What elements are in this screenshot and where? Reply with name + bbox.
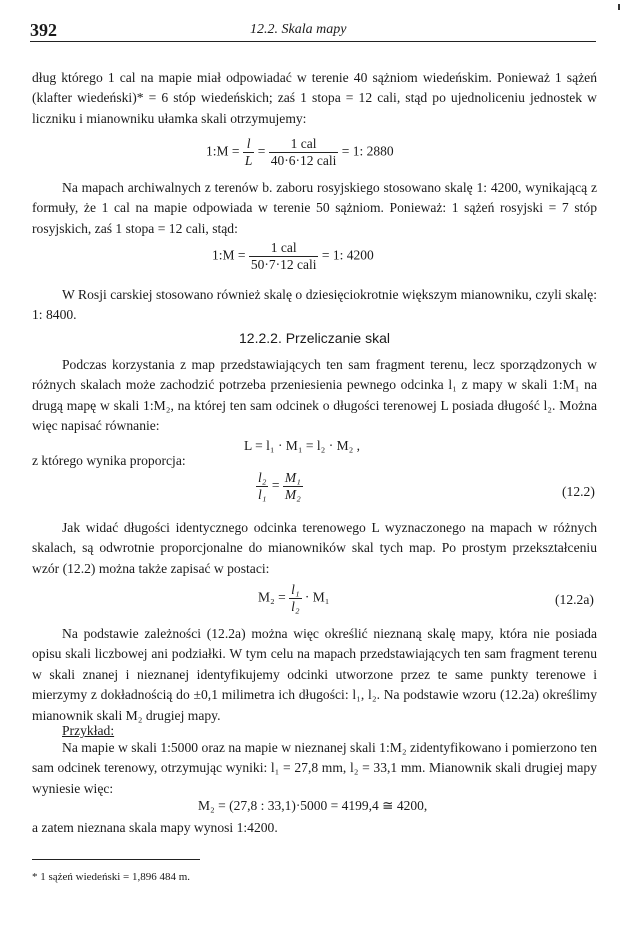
eq4-rhs-den: M₂: [284, 487, 301, 502]
paragraph-9: [32, 818, 597, 838]
equation-number-12-2: (12.2): [562, 484, 595, 499]
paragraph-4-text: Podczas korzystania z map przedstawiających ten sam fragment terenu, lecz sporządzonych w różnych skalach może zachodzić potrzeba przeniesienia pewnego odcinka l₁ z mapy w skali 1:M₁ na drugą mapę w skali 1:M₂, na której ten sam odcinek o długości terenowej L posiada długość l₂. Można więc napisać równanie:: [32, 357, 597, 434]
paragraph-6-text: Jak widać długości identycznego odcinka terenowego L wyznaczonego na mapach w różnych skalach, są odwrotnie proporcjonalne do mianowników skal tych map. Po prostym przekształceniu wzór (12.2) można także zapisać w postaci:: [32, 520, 597, 576]
eq5-fraction: [289, 582, 301, 615]
equation-2: [212, 240, 374, 273]
paragraph-4: [32, 355, 597, 437]
eq2-lhs: 1:M =: [212, 247, 246, 263]
header-rule: [30, 41, 596, 42]
paragraph-5: [32, 451, 597, 471]
margin-mark: [618, 4, 620, 10]
footnote: * 1 sążeń wiedeński = 1,896 484 m.: [32, 871, 191, 883]
eq1-rhs: = 1: 2880: [341, 143, 394, 159]
paragraph-1-text: dług którego 1 cal na mapie miał odpowiadać w terenie 40 sążniom wiedeńskim. Ponieważ 1 sążeń (klafter wiedeński)* = 6 stóp wiedeńskich; zaś 1 stopa = 12 cali, stąd po ujednoliceniu jednostek w liczniku i mianowniku ułamka skali otrzymujemy:: [32, 70, 597, 126]
eq1-f1-den: L: [244, 153, 253, 168]
paragraph-2: [32, 178, 597, 239]
section-title: 12.2.2. Przeliczanie skal: [239, 330, 390, 346]
paragraph-3: [32, 285, 597, 326]
equation-1: 1:M = $\frac{l}{L}$ = $\frac{\text{1 cal}}{\text{40·6·12 cali}}$ = 1: 2880: [206, 136, 394, 168]
eq5-num: l₁: [291, 582, 300, 597]
eq4-rhs-fraction: [283, 470, 303, 503]
eq4-lhs-den: l₁: [258, 487, 267, 502]
eq5-den: l₂: [291, 599, 300, 614]
paragraph-8-text: Na mapie w skali 1:5000 oraz na mapie w nieznanej skali 1:M₂ zidentyfikowano i pomierzono ten sam odcinek terenowy, otrzymując wyniki: l₁ = 27,8 mm, l₂ = 33,1 mm. Mianownik skali drugiej mapy wyniesie więc:: [32, 740, 597, 796]
eq1-f2-den: 40·6·12 cali: [270, 153, 337, 168]
paragraph-5-text: z którego wynika proporcja:: [32, 453, 186, 468]
eq1-f2-num: 1 cal: [269, 136, 339, 153]
equation-5: [258, 582, 330, 615]
page-number: 392: [30, 20, 57, 40]
eq4-rhs-num: M₁: [284, 470, 301, 485]
footnote-rule: [32, 859, 200, 860]
eq5-rhs: · M₁: [304, 589, 330, 605]
eq1-f1-num: l: [246, 136, 251, 151]
eq1-lhs: 1:M =: [206, 143, 240, 159]
paragraph-1: [32, 68, 597, 129]
equation-4: $\frac{\text{l₂}}{\text{l₁}}$ = $\frac{\text{M₁}}{\text{M₂}}$: [258, 470, 301, 502]
eq5-lhs: M₂ =: [258, 589, 286, 605]
equation-6: M₂ = (27,8 : 33,1)·5000 = 4199,4 ≅ 4200,: [198, 798, 428, 813]
eq4-lhs-fraction: [256, 470, 268, 503]
example-label-text: Przykład:: [62, 723, 115, 738]
paragraph-2-text: Na mapach archiwalnych z terenów b. zaboru rosyjskiego stosowano skalę 1: 4200, wynikającą z formuły, że 1 cal na mapie odpowiada w terenie 50 sążniom. Ponieważ: 1 sążeń rosyjski = 7 stóp rosyjskich, zaś 1 stopa = 12 cali, stąd:: [32, 180, 597, 236]
paragraph-6: [32, 518, 597, 579]
paragraph-7-text: Na podstawie zależności (12.2a) można więc określić nieznaną skalę mapy, która nie posiada opisu skali liczbowej ani podziałki. W tym celu na mapach przedstawiających ten sam fragment terenu w skali znanej i nieznanej identyfikujemy odcinki utworzone przez te same punkty terenowe i mierzymy z dokładnością do ±0,1 milimetra ich długości: l₁, l₂. Na podstawie wzoru (12.2a) określimy mianownik skali M₂ drugiej mapy.: [32, 626, 597, 723]
running-title: 12.2. Skala mapy: [250, 22, 347, 37]
eq1-fraction-1: [243, 136, 255, 169]
paragraph-3-text: W Rosji carskiej stosowano również skalę o dziesięciokrotnie większym mianowniku, czyli skalę: 1: 8400.: [32, 287, 597, 323]
eq2-den: 50·7·12 cali: [250, 257, 317, 272]
eq2-num: 1 cal: [249, 240, 319, 257]
paragraph-8: [32, 738, 597, 799]
equation-number-12-2a: (12.2a): [555, 592, 594, 607]
eq2-rhs: = 1: 4200: [321, 247, 374, 263]
eq1-fraction-2: [269, 136, 339, 169]
paragraph-9-text: a zatem nieznana skala mapy wynosi 1:4200.: [32, 820, 278, 835]
eq4-lhs-num: l₂: [258, 470, 267, 485]
paragraph-7: [32, 624, 597, 726]
eq2-fraction: [249, 240, 319, 273]
equation-3: L = l₁ · M₁ = l₂ · M₂ ,: [244, 438, 361, 453]
